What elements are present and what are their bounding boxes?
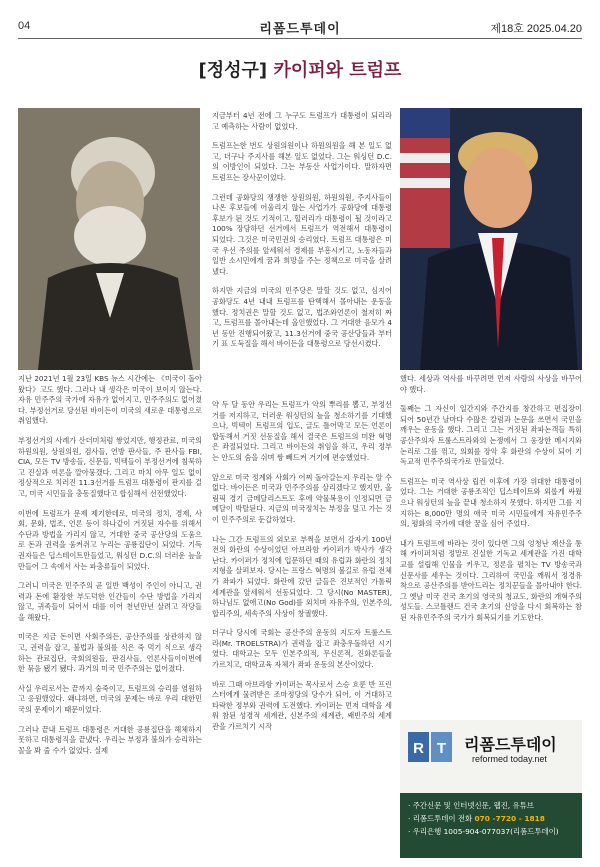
paragraph: 그런데 공화당의 쟁쟁한 상원의원, 하원의원, 주지사들이 나온 후보들에 어울리지 않는 사업가가 공화당에 대통령 후보가 된 것도 기적이고, 힐러리가 대통령이 될 것이라고 100% 장담하던 선거에서 트럼프가 역전해서 대통령이 되었다. 그것은 미국민권의 승리였다. 트럼프 대통령은 미국 우선 주의를 앞세워서 경제를 부흥시키고, 노동자들과 일반 소시민에게 꿈과 희망을 주는 정책으로 미국을 살려냈다. <box>212 192 392 276</box>
paragraph: 바로 그때 아브라함 카이퍼는 목사로서 스승 흐룬 반 프린스터에게 물려받은 조마정당의 당수가 되어, 이 거대하고 타락한 정부와 권력에 도전했다. 카이퍼는 먼저 대학을 세워 참된 성경적 세계관, 신본주의 세계관, 쌔빈주의 세계관을 가르치기 시작 <box>212 679 392 732</box>
portrait-trump <box>400 108 582 370</box>
paragraph: 둘째는 그 자신이 일간지와 주간지를 창간하고 편집장이 되어 50년간 날마다 수많은 칼럼과 논문을 쓰면서 국민을 깨우는 운동을 했다. 그리고 그는 거짓된 좌파논객들 특히 공산주의자 트룰스트라와의 논쟁에서 그 웅장한 메시지와 논리로 그를 꺾고, 의회를 장악 후 화란의 수상이 되어 기독교적 민주주의국가로 만들었다. <box>400 404 582 467</box>
paragraph: 그러나 끝내 트럼프 대통령은 거대한 공룡집단을 해체하지 못하고 대통령직을 끝냈다. 우리는 부정과 불의가 승리하는 꼴을 봐 줄 수가 없었다. 실제 <box>18 724 202 755</box>
paragraph: 미국은 지금 돈이면 사회주의든, 공산주의를 상관하지 않고, 권력을 잡고, 불법과 불의를 식은 죽 먹기 식으로 생각하는 관료집단, 국회의원들, 판검사들, 언론사들이이번에 한 묶음 됐기 됐다. 과거의 미국 민주주의는 없어졌다. <box>18 632 202 674</box>
ad-line-media: · 주간신문 및 인터넷신문, 웹진, 유튜브 <box>408 801 534 810</box>
page-number: 04 <box>18 20 31 32</box>
paragraph: 지금부터 4년 전에 그 누구도 트럼프가 대통령이 되리라고 예측하는 사람이 없었다. <box>212 111 392 131</box>
logo-letter-t: T <box>436 740 447 757</box>
paragraph: 나는 그간 트럼프의 외모로 부쩍을 보면서 감자기 100년 전의 화란의 수상이었던 아브라함 카이퍼가 박사가 생각난다. 카이퍼가 정치에 입문하던 때의 유럽과 화란의 정치지형을 살펴보자. 당시는 프랑스 혁명의 불길로 유럽 전체가 좌파가 되었다. 화란에 갔던 글들은 진보적인 가톨릭 세계관을 앞세워서 선동되었다. 그 당시(No MASTER), 하나님도 없애고(No God)를 외치며 자유주의, 인본주의, 합리주의, 세속주의 사상이 창궐했다. <box>212 534 392 618</box>
paragraph: 앞으로 미국 정계와 사회가 어찌 돌아갈는지 우리는 알 수 없다. 바이든은 미국과 민주주의를 살리겠다고 했지만, 올림픽 경기 금메달리스트도 후에 약물복용이 인정되면 금메달이 박탈된다. 지금의 미국정치는 부정을 덮고 가는 것이 민주주의로 둔갑하였다. <box>212 472 392 524</box>
paragraph: 내가 트럼프에 바라는 것이 있다면 그의 엉청난 재산을 통해 카이퍼처럼 정말로 진실한 기독교 세계관을 가진 대학교를 설립해 인물을 키우고, 정론을 펼치는 TV 방송국과 신문사를 세우는 것이다. 그리하여 국민을 깨워서 정경유착으로 공산주의를 받아드리는 정치꾼들을 몰아내야 한다. 그 옛날 미국 건국 초기의 영국의 청교도, 화란의 개혁주의 성도들. 스코틀랜드 건국 초기의 신앙을 다시 회복하는 참된 자유민주주의 국가가 회복되기를 기도한다. <box>400 538 582 622</box>
ad-info-list <box>408 799 578 838</box>
paragraph: 사실 우리로서는 끝까지 숨죽이고, 트럼프의 승리를 염원하고 응원했었다. 왜냐하면, 미국의 문제는 바로 우리 대한민국의 문제이기 때문이었다. <box>18 683 202 715</box>
ad-brand-name: 리폼드투데이 <box>464 735 557 754</box>
ad-phone-label: · 리폼드투데이 전화 <box>408 814 475 823</box>
logo-letter-r: R <box>413 740 424 757</box>
article-title <box>0 56 600 82</box>
paragraph: 더구나 당시에 국회는 공산주의 운동의 지도자 트룰스트라(Mr. TROELSTRA)가 권력을 잡고 좌충우돌하던 시기였다. 대학교는 모두 인본주의적, 무신론적, 진화론들을 가르치고, 대학교육 자체가 좌파 운동의 본산이었다. <box>212 628 392 670</box>
page-header <box>0 0 600 44</box>
ad-header <box>400 720 582 793</box>
paragraph: 이번에 트럼프가 문제 제기한데로, 미국의 정치, 경제, 사회, 문화, 법조, 언론 등이 하나같이 거짓된 자수를 위해서 수단과 방법을 가리지 않고, 거대한 중국 공산당의 도움으로 돈과 권력을 움켜쥐고 누리는 공룡집단이 되었다. 기득권자들은 딥스테이트만들었고, 워싱턴 D.C.의 더러운 늪을 만들어 그 속에서 사는 파충류들이 되었다. <box>18 508 202 571</box>
rt-logo-icon <box>408 732 452 762</box>
paragraph: 했다. 세상과 역사를 바꾸려면 먼저 사람의 사상을 바꾸어야 했다. <box>400 374 582 394</box>
ad-line-phone <box>408 812 578 825</box>
advertisement-box <box>400 720 582 858</box>
paragraph: 트럼프는한 번도 상원의원이나 하원의원을 해 본 일도 없고, 더구나 주지사를 해본 일도 없었다. 그는 워싱턴 D.C.의 이방인이 되었다. 그는 부동산 사업가이다. 말하자면 트럼프는 장사꾼이었다. <box>212 141 392 182</box>
paragraph: 지난 2021년 1월 23일 KBS 뉴스 시간에는 《미국이 돌아왔다》고도 했다. 그러나 내 생각은 미국이 보이지 않는다. 자유 민주주의 국가에 자유가 없어지고, 민주주의도 없어졌다. 부정선거로 당선된 바이든이 미국의 새로운 대통령으로 취임했다. <box>18 374 202 426</box>
column-2 <box>212 400 392 742</box>
portrait-kuyper-image <box>18 108 200 370</box>
paragraph: 트럼프는 미국 역사상 립컨 이후에 가장 위대한 대통령이었다. 그는 거대한 공룡조직인 딥스테이트와 외롭게 싸웠으나 워싱턴의 늪을 끝내 청소하지 못했다. 하지만 그를 지지하는 8,000만 명의 애국 미국 시민들에게 자유민주주의, 평화의 국가에 대한 꿈을 심어 주었다. <box>400 476 582 529</box>
paragraph: 그러니 미국은 민주주의 곧 일반 백성이 주인이 아니고, 권력과 돈에 환장한 부도덕한 인간들이 수단 방법을 가리지 않고, 귀족들이 되어서 대를 이어 천년만년 살려고 작당들을 해왔다. <box>18 581 202 622</box>
column-1 <box>18 374 202 765</box>
ad-url[interactable]: reformed today.net <box>472 754 547 764</box>
issue-date: 제18호 2025.04.20 <box>490 23 582 35</box>
ad-phone-number[interactable]: 070 -7720 - 1818 <box>474 814 545 823</box>
title-text: 카이퍼와 트럼프 <box>273 60 402 81</box>
publication-name: 리폼드투데이 <box>259 22 341 37</box>
paragraph: 약 두 달 동안 우리는 트럼프가 악의 뿌리를 뽑고, 부정선거를 저지하고, 더러운 워싱턴의 늪을 청소하기를 기대했으나, 빅텍이 트럼프의 입도, 글도 틀어막고 모든 언론이 합동해서 거짓 선동질을 해서 결국은 트럼프의 미완 혁명은 좌절되었다. 그리고 바이든의 취임을 하고, 우리 정부는 안도의 숨을 쉬며 쌍 빼드켜 거기에 편승했었다. <box>212 400 392 462</box>
column-top <box>212 111 392 359</box>
author-tag: [정성구] <box>198 60 268 81</box>
column-3 <box>400 374 582 632</box>
header-rule <box>18 38 582 39</box>
portrait-kuyper <box>18 108 200 370</box>
paragraph: 부정선거의 사례가 산더미처럼 쌓었지만, 행정관료, 미국의 하원의원, 상원의원, 검사들, 연방 판사들, 주 판사들 FBI, CIA, 모든 TV 방송들, 신문들, 빅텍들이 부정선거에 침묵하고 진실과 여론을 깔아뭉갰다. 그리고 마치 아무 일도 없이 정상적으로 치러진 11.3선거를 트럼프 대통령이 판지를 걸고, 미국 시민들을 충동질했다고 합심해서 선전했었다. <box>18 435 202 498</box>
paragraph: 하지만 지금의 미국의 민주당은 말할 것도 없고, 심지어 공화당도 4년 내내 트럼프를 탄핵해서 몰아내는 운동을 했다. 정치권은 말할 것도 없고, 법조와언론이 철저히 짜고, 트럼프를 몰아내는데 올인했었다. 그 거대한 음모가 4년 동안 진행되어왔고, 11.3선거에 중국 공산당들과 부터기 표 도둑질을 해서 바이든을 대통령으로 당선시켰다. <box>212 286 392 349</box>
ad-line-bank: · 우리은행 1005-904-077037(리폼드투데이) <box>408 827 559 836</box>
portrait-trump-image <box>400 108 582 370</box>
